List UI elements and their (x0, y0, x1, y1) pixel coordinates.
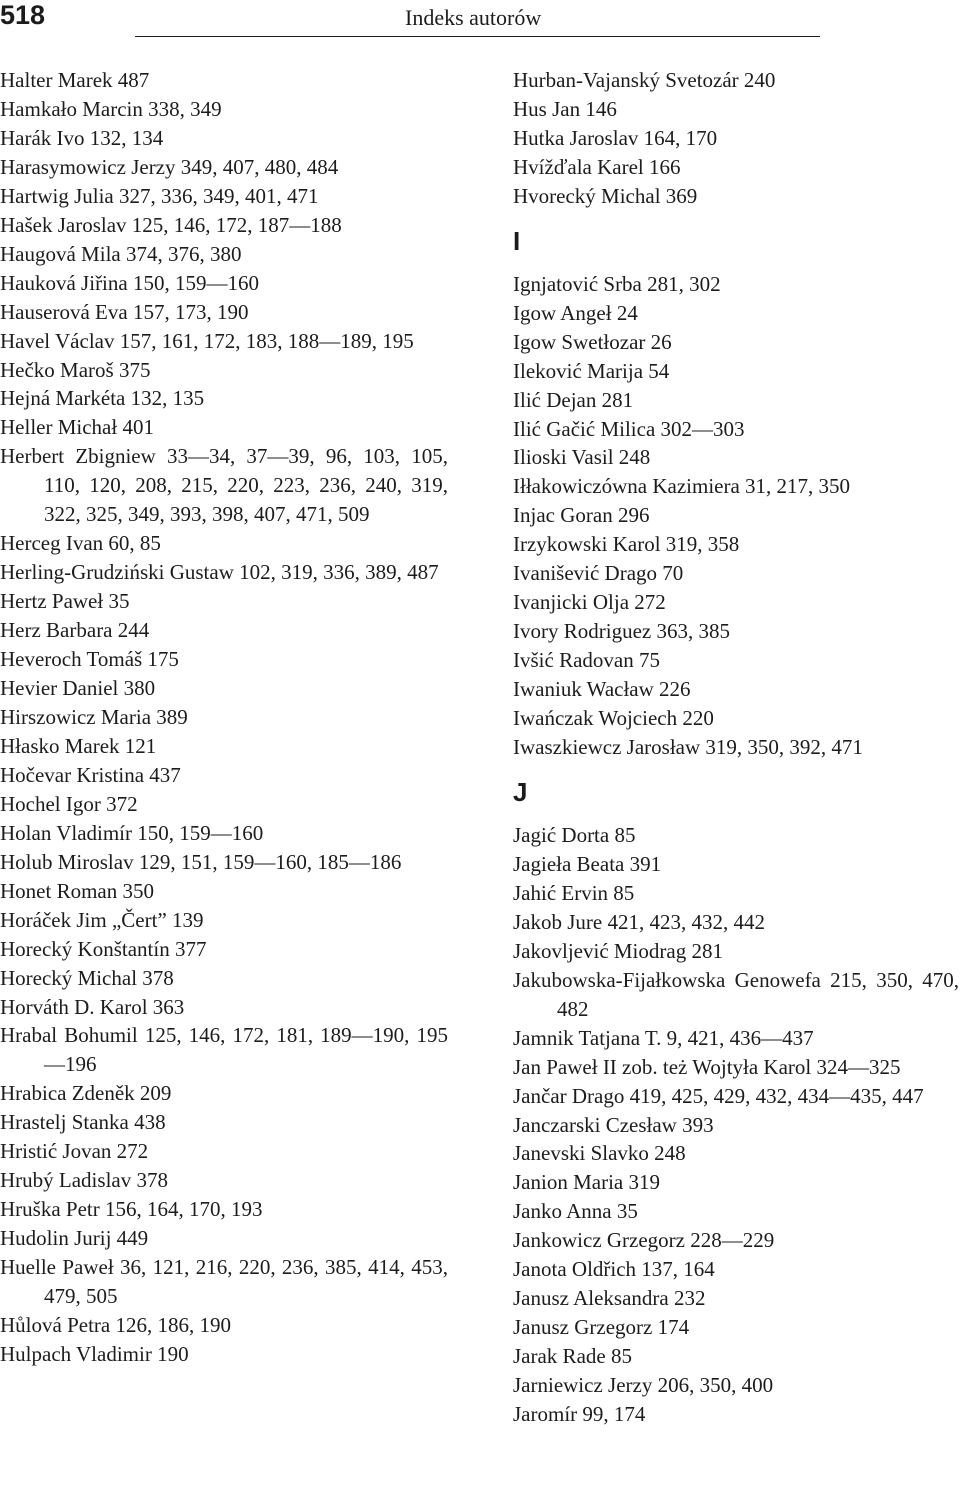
index-entry: Harasymowicz Jerzy 349, 407, 480, 484 (0, 154, 339, 179)
index-entry: Jarak Rade 85 (513, 1344, 632, 1369)
index-entry: Havel Václav 157, 161, 172, 183, 188—189, 195 (0, 328, 414, 353)
index-entry: Hvorecký Michal 369 (513, 183, 698, 208)
index-entry: Igow Swetłozar 26 (513, 329, 672, 354)
index-entry: Ilić Gačić Milica 302—303 (513, 416, 745, 441)
index-entry: Janczarski Czesław 393 (513, 1112, 714, 1137)
index-entry: Hůlová Petra 126, 186, 190 (0, 1312, 231, 1337)
index-entry: Hrabal Bohumil 125, 146, 172, 181, 189—190, 195—196 (0, 1023, 448, 1077)
index-entry: Hejná Markéta 132, 135 (0, 386, 205, 411)
index-entry: Ilioski Vasil 248 (513, 445, 651, 470)
index-entry: Horáček Jim „Čert” 139 (0, 907, 204, 932)
index-entry: Iwaniuk Wacław 226 (513, 677, 691, 702)
index-entry: Jakovljević Miodrag 281 (513, 938, 723, 963)
index-entry: Honet Roman 350 (0, 878, 154, 903)
index-entry: Hristić Jovan 272 (0, 1139, 149, 1164)
index-entry: Holan Vladimír 150, 159—160 (0, 820, 264, 845)
index-entry: Janion Maria 319 (513, 1170, 660, 1195)
index-entry: Ignjatović Srba 281, 302 (513, 271, 721, 296)
index-entry: Igow Angeł 24 (513, 300, 638, 325)
index-entry: Halter Marek 487 (0, 68, 150, 92)
index-entry: Hutka Jaroslav 164, 170 (513, 125, 718, 150)
index-entry: Jan Paweł II zob. też Wojtyła Karol 324—325 (513, 1054, 901, 1079)
index-entry: Hrubý Ladislav 378 (0, 1168, 168, 1193)
index-entry: Ivanjicki Olja 272 (513, 590, 666, 615)
index-entry: Hirszowicz Maria 389 (0, 704, 188, 729)
index-entry: Hulpach Vladimir 190 (0, 1341, 189, 1366)
index-entry: Iłłakowiczówna Kazimiera 31, 217, 350 (513, 474, 851, 499)
index-group-j (513, 821, 959, 1429)
index-entry: Janusz Grzegorz 174 (513, 1315, 690, 1340)
page-header (0, 0, 960, 40)
index-entry: Hečko Maroš 375 (0, 357, 151, 382)
index-entry: Jahić Ervin 85 (513, 880, 635, 905)
index-entry: Iwańczak Wojciech 220 (513, 706, 714, 731)
index-entry: Hruška Petr 156, 164, 170, 193 (0, 1197, 263, 1222)
index-entry: Huelle Paweł 36, 121, 216, 220, 236, 385, 414, 453, 479, 505 (0, 1255, 448, 1309)
index-group-h-continued (513, 66, 959, 211)
index-entry: Herbert Zbigniew 33—34, 37—39, 96, 103, 105, 110, 120, 208, 215, 220, 223, 236, 240, 319, 322, 325, 349, 393, 398, 407, 471, 509 (0, 444, 448, 527)
index-entry: Hamkało Marcin 338, 349 (0, 96, 222, 121)
index-entry: Iwaszkiewcz Jarosław 319, 350, 392, 471 (513, 735, 863, 760)
index-entry: Jarniewicz Jerzy 206, 350, 400 (513, 1373, 774, 1398)
index-entry: Hrabica Zdeněk 209 (0, 1081, 172, 1106)
index-entry: Janusz Aleksandra 232 (513, 1286, 706, 1311)
index-entry: Ivanišević Drago 70 (513, 561, 684, 586)
running-title: Indeks autorów (405, 5, 542, 30)
index-entry: Jakubowska-Fijałkowska Genowefa 215, 350, 470, 482 (513, 967, 959, 1021)
index-entry: Injac Goran 296 (513, 503, 650, 528)
index-entry: Jagieła Beata 391 (513, 851, 662, 876)
index-entry: Irzykowski Karol 319, 358 (513, 532, 740, 557)
page-number: 518 (0, 0, 46, 30)
index-entry: Janevski Slavko 248 (513, 1141, 686, 1166)
index-entry: Hurban-Vajanský Svetozár 240 (513, 68, 776, 92)
index-entry: Hevier Daniel 380 (0, 676, 156, 701)
index-entry: Heveroch Tomáš 175 (0, 647, 179, 672)
index-entry: Herceg Ivan 60, 85 (0, 531, 161, 556)
index-entry: Jagić Dorta 85 (513, 822, 636, 847)
index-entry: Jaromír 99, 174 (513, 1402, 646, 1427)
index-entry: Janota Oldřich 137, 164 (513, 1257, 715, 1282)
index-entry: Heller Michał 401 (0, 415, 154, 440)
index-entry: Hočevar Kristina 437 (0, 762, 181, 787)
index-entry: Horváth D. Karol 363 (0, 994, 185, 1019)
index-entry: Hrastelj Stanka 438 (0, 1110, 166, 1135)
index-entry: Ivšić Radovan 75 (513, 648, 660, 673)
index-group-i (513, 270, 959, 762)
index-entry: Hochel Igor 372 (0, 791, 138, 816)
index-entry: Jankowicz Grzegorz 228—229 (513, 1228, 775, 1253)
index-entry: Haugová Mila 374, 376, 380 (0, 241, 242, 266)
index-entry: Ilić Dejan 281 (513, 387, 634, 412)
index-column-left (0, 66, 448, 1369)
index-entry: Hauková Jiřina 150, 159—160 (0, 270, 259, 295)
index-column-right (513, 66, 959, 1429)
index-entry: Hartwig Julia 327, 336, 349, 401, 471 (0, 183, 319, 208)
index-entry: Ivory Rodriguez 363, 385 (513, 619, 730, 644)
index-entry: Herz Barbara 244 (0, 618, 150, 643)
index-entry: Janko Anna 35 (513, 1199, 638, 1224)
header-rule (135, 36, 820, 37)
index-entry: Hus Jan 146 (513, 96, 617, 121)
index-entry: Harák Ivo 132, 134 (0, 125, 164, 150)
index-entry: Hertz Paweł 35 (0, 589, 130, 614)
index-entry: Hudolin Jurij 449 (0, 1226, 149, 1251)
section-letter-j: J (513, 776, 528, 807)
index-entry: Horecký Michal 378 (0, 965, 174, 990)
index-entry: Hauserová Eva 157, 173, 190 (0, 299, 249, 324)
index-entry: Jamnik Tatjana T. 9, 421, 436—437 (513, 1025, 814, 1050)
index-entry: Horecký Konštantín 377 (0, 936, 207, 961)
index-entry: Hašek Jaroslav 125, 146, 172, 187—188 (0, 212, 342, 237)
index-entry: Hvížďala Karel 166 (513, 154, 681, 179)
index-entry: Jančar Drago 419, 425, 429, 432, 434—435, 447 (513, 1083, 924, 1108)
index-entry: Holub Miroslav 129, 151, 159—160, 185—186 (0, 849, 402, 874)
index-entry: Ileković Marija 54 (513, 358, 670, 383)
section-letter-i: I (513, 225, 521, 256)
index-entry: Hłasko Marek 121 (0, 733, 157, 758)
index-entry: Jakob Jure 421, 423, 432, 442 (513, 909, 765, 934)
index-entry: Herling-Grudziński Gustaw 102, 319, 336, 389, 487 (0, 560, 439, 585)
